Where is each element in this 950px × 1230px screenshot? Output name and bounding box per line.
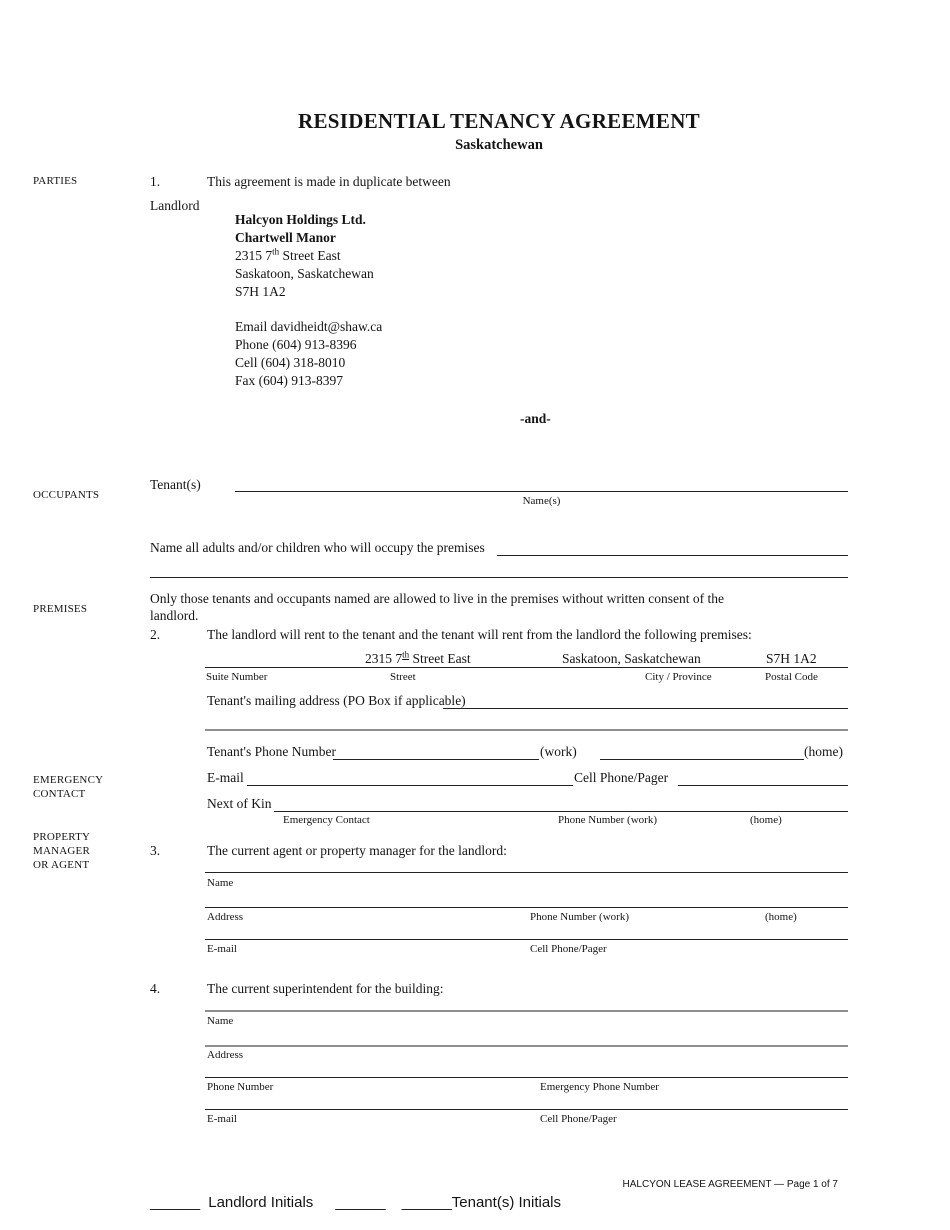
initials-row xyxy=(150,1194,561,1211)
agent-home-caption: (home) xyxy=(765,911,797,923)
landlord-initials-label: Landlord Initials xyxy=(208,1194,314,1211)
agent-name-field[interactable] xyxy=(205,872,848,873)
agent-email-caption: E-mail xyxy=(207,943,237,955)
tenant-initials-blank-1[interactable]: ______ xyxy=(335,1194,386,1211)
occupants-field[interactable] xyxy=(497,555,848,556)
clause-2-text: The landlord will rent to the tenant and the tenant will rent from the landlord the following premises: xyxy=(207,627,752,642)
agent-phone-work-caption: Phone Number (work) xyxy=(530,911,629,923)
work-label: (work) xyxy=(540,744,577,759)
premises-street-value: 2315 7th Street East xyxy=(365,649,471,666)
landlord-street: 2315 7th Street East xyxy=(235,246,341,263)
clause-1-number: 1. xyxy=(150,174,161,189)
landlord-label: Landlord xyxy=(150,198,200,213)
agent-cell-caption: Cell Phone/Pager xyxy=(530,943,607,955)
mailing-address-label: Tenant's mailing address (PO Box if applicable) xyxy=(207,693,466,708)
margin-label-occupants: OCCUPANTS xyxy=(33,489,100,501)
super-emergency-phone-caption: Emergency Phone Number xyxy=(540,1081,659,1093)
tenants-name-field[interactable] xyxy=(235,491,848,492)
agent-name-caption: Name xyxy=(207,877,234,889)
super-name-field[interactable] xyxy=(205,1010,848,1012)
and-separator: -and- xyxy=(520,411,551,426)
phone-work-field[interactable] xyxy=(333,759,539,760)
phone-home-field[interactable] xyxy=(600,759,804,760)
section-divider-line xyxy=(205,729,848,731)
margin-label-parties: PARTIES xyxy=(33,175,78,187)
super-email-caption: E-mail xyxy=(207,1113,237,1125)
occupy-label: Name all adults and/or children who will occupy the premises xyxy=(150,540,485,555)
premises-city-value: Saskatoon, Saskatchewan xyxy=(562,651,701,666)
landlord-phone: Phone (604) 913-8396 xyxy=(235,337,357,353)
kin-phone-work-caption: Phone Number (work) xyxy=(558,814,657,826)
clause-2-number: 2. xyxy=(150,627,161,642)
landlord-address-block xyxy=(235,211,382,390)
consent-text-line-2: landlord. xyxy=(150,608,199,623)
super-address-caption: Address xyxy=(207,1049,244,1061)
premises-address-line[interactable] xyxy=(205,667,848,668)
super-address-field[interactable] xyxy=(205,1045,848,1047)
emergency-contact-caption: Emergency Contact xyxy=(283,814,370,826)
landlord-postal: S7H 1A2 xyxy=(235,283,286,299)
super-cell-caption: Cell Phone/Pager xyxy=(540,1113,617,1125)
kin-home-caption: (home) xyxy=(750,814,782,826)
clause-4-text: The current superintendent for the building: xyxy=(207,981,444,996)
mailing-address-field[interactable] xyxy=(443,708,848,709)
tenant-initials-label: Tenant(s) Initials xyxy=(451,1194,561,1211)
cell-pager-field[interactable] xyxy=(678,785,848,786)
super-phone-caption: Phone Number xyxy=(207,1081,274,1093)
names-caption: Name(s) xyxy=(522,495,561,507)
document-subtitle: Saskatchewan xyxy=(455,137,543,153)
clause-4-number: 4. xyxy=(150,981,161,996)
next-of-kin-field[interactable] xyxy=(274,811,848,812)
landlord-name: Halcyon Holdings Ltd. xyxy=(235,212,366,227)
landlord-city: Saskatoon, Saskatchewan xyxy=(235,265,374,281)
margin-label-pm-3: OR AGENT xyxy=(33,859,90,871)
agent-email-field[interactable] xyxy=(205,939,848,940)
tenant-phone-label: Tenant's Phone Number xyxy=(207,744,336,759)
tenant-email-field[interactable] xyxy=(247,785,573,786)
landlord-fax: Fax (604) 913-8397 xyxy=(235,373,343,389)
landlord-cell: Cell (604) 318-8010 xyxy=(235,355,346,371)
landlord-email: Email davidheidt@shaw.ca xyxy=(235,319,383,335)
super-name-caption: Name xyxy=(207,1015,234,1027)
cell-pager-label: Cell Phone/Pager xyxy=(574,770,669,785)
next-of-kin-label: Next of Kin xyxy=(207,796,272,811)
clause-3-text: The current agent or property manager for the landlord: xyxy=(207,843,507,858)
city-province-caption: City / Province xyxy=(645,671,712,683)
landlord-building: Chartwell Manor xyxy=(235,229,336,245)
super-email-field[interactable] xyxy=(205,1109,848,1110)
clause-3-number: 3. xyxy=(150,843,161,858)
postal-code-caption: Postal Code xyxy=(765,671,818,683)
home-label: (home) xyxy=(804,744,843,759)
margin-label-emergency-2: CONTACT xyxy=(33,788,86,800)
premises-postal-value: S7H 1A2 xyxy=(766,651,817,666)
consent-text-line-1: Only those tenants and occupants named are allowed to live in the premises without written consent of the xyxy=(150,591,724,606)
occupants-field-2[interactable] xyxy=(150,577,848,578)
page-footer-info: HALCYON LEASE AGREEMENT — Page 1 of 7 xyxy=(622,1179,838,1190)
tenant-email-label: E-mail xyxy=(207,770,244,785)
landlord-initials-blank[interactable]: ______ xyxy=(150,1194,201,1211)
agent-address-phone-field[interactable] xyxy=(205,907,848,908)
super-phone-field[interactable] xyxy=(205,1077,848,1078)
tenant-initials-blank-2[interactable]: ______ xyxy=(401,1194,452,1211)
margin-label-premises: PREMISES xyxy=(33,603,88,615)
tenants-label: Tenant(s) xyxy=(150,477,201,492)
margin-label-pm-1: PROPERTY xyxy=(33,831,91,843)
suite-number-caption: Suite Number xyxy=(206,671,268,683)
margin-label-pm-2: MANAGER xyxy=(33,845,91,857)
document-title: RESIDENTIAL TENANCY AGREEMENT xyxy=(298,109,700,133)
agent-address-caption: Address xyxy=(207,911,244,923)
clause-1-text: This agreement is made in duplicate between xyxy=(207,174,451,189)
margin-label-emergency-1: EMERGENCY xyxy=(33,774,104,786)
street-caption: Street xyxy=(390,671,416,683)
